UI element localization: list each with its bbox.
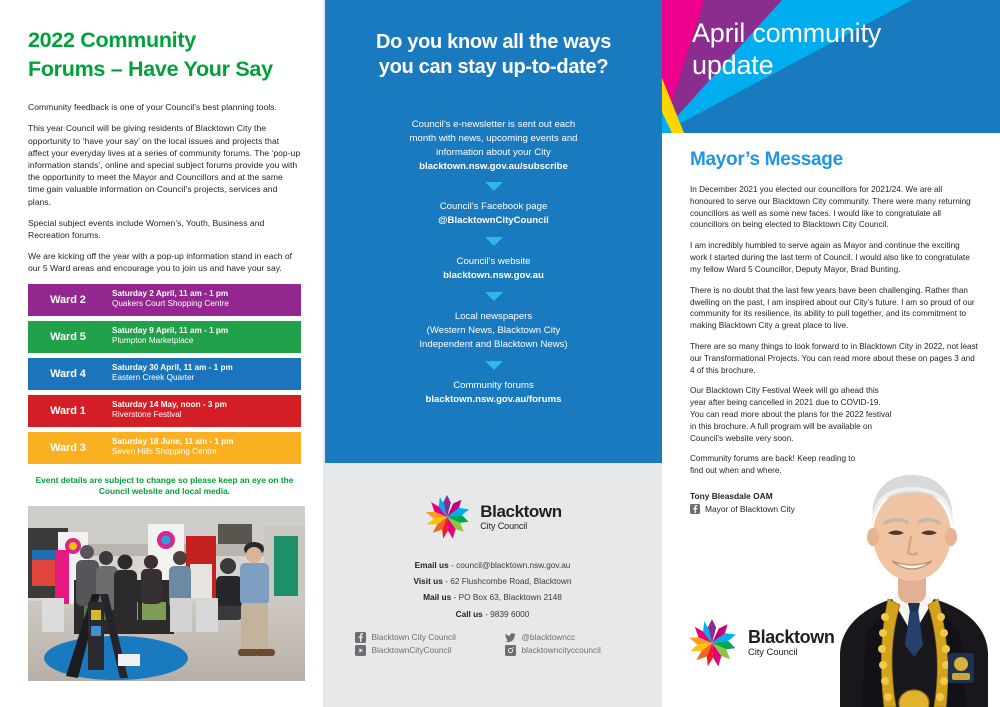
page-title-line-2: Forums – Have Your Say — [28, 56, 273, 81]
contact-address-label: Visit us — [413, 576, 443, 587]
ward-datetime: Saturday 30 April, 11 am - 1 pm — [112, 363, 233, 373]
channel-text: information about your City — [436, 146, 551, 158]
stay-up-to-date-panel — [325, 0, 662, 463]
stay-heading-line-1: Do you know all the ways — [375, 31, 612, 53]
channel-text: Council’s Facebook page — [439, 201, 548, 213]
left-paragraph-3: Special subject events include Women’s, Youth, Business and Recreation forums. — [28, 217, 265, 241]
contact-email-label: Email us — [414, 560, 449, 570]
channel-link[interactable]: blacktown.nsw.gov.au/subscribe — [419, 160, 568, 172]
social-link-twitter[interactable] — [505, 632, 645, 643]
ward-location: Seven Hills Shopping Centre — [112, 447, 217, 457]
ward-datetime: Saturday 14 May, noon - 3 pm — [112, 400, 227, 410]
contact-email-value: - council@blacktown.nsw.gov.au — [448, 560, 571, 570]
ward-location: Eastern Creek Quarter — [112, 373, 195, 383]
mayor-paragraph-6: Community forums are back! Keep reading to find out when and where. — [690, 454, 856, 476]
social-label: @blacktowncc — [521, 632, 576, 643]
ward-datetime: Saturday 9 April, 11 am - 1 pm — [112, 326, 229, 336]
council-logo — [323, 463, 662, 541]
left-column — [0, 0, 323, 707]
logo-subtitle: City Council — [480, 521, 528, 531]
ward-detail — [108, 400, 301, 421]
channel-link[interactable]: @BlacktownCityCouncil — [438, 215, 549, 227]
ward-detail — [108, 363, 301, 384]
ward-name: Ward 3 — [50, 441, 86, 454]
logo-name: Blacktown — [480, 502, 562, 521]
channel-link[interactable]: blacktown.nsw.gov.au/forums — [425, 393, 562, 405]
channel-link[interactable]: blacktown.nsw.gov.au — [443, 270, 544, 282]
social-link-facebook[interactable] — [355, 632, 495, 643]
page-title-line-1: 2022 Community — [28, 28, 196, 52]
chevron-down-icon — [485, 182, 503, 191]
contact-address — [323, 573, 662, 589]
contact-phone-value: - 9839 6000 — [482, 608, 530, 619]
social-link-youtube[interactable] — [355, 645, 495, 656]
facebook-icon — [690, 504, 700, 514]
social-label: blacktowncityccouncil — [521, 645, 601, 656]
table-row — [28, 395, 301, 427]
stay-up-to-date-heading — [351, 30, 636, 81]
social-label: BlacktownCityCouncil — [371, 645, 452, 656]
contact-phone-label: Call us — [455, 608, 483, 619]
instagram-icon — [505, 645, 516, 656]
contact-panel — [323, 463, 662, 707]
right-column — [662, 0, 1000, 707]
channel-enewsletter — [351, 118, 636, 174]
ward-detail — [108, 326, 301, 347]
table-row — [28, 358, 301, 390]
banner-title — [692, 18, 984, 82]
channel-text: Local newspapers — [454, 311, 533, 323]
footer-logo-text — [748, 628, 834, 658]
social-label: Blacktown City Council — [371, 632, 456, 643]
channel-text: month with news, upcoming events and — [409, 132, 578, 144]
left-paragraph-4: We are kicking off the year with a pop-up information stand in each of our 5 Ward areas and encourage you to join us and have your say. — [28, 251, 293, 274]
twitter-icon — [505, 632, 516, 643]
middle-column — [323, 0, 662, 707]
contact-address-value: - 62 Flushcombe Road, Blacktown — [442, 576, 572, 587]
channel-text: Council’s e-newsletter is sent out each — [411, 118, 576, 130]
banner — [662, 0, 1000, 133]
ward-datetime: Saturday 2 April, 11 am - 1 pm — [112, 289, 229, 299]
mayor-paragraph-3: There is no doubt that the last few years have been challenging. Rather than dwelling on the past, I am inspired about our City’s future. I am so proud of our community for its resilience, its ability to pull together, and its commitment to making Blacktown City a great place to live. — [690, 285, 975, 331]
ward-name: Ward 2 — [50, 293, 86, 306]
blacktown-star-logo-icon — [423, 493, 471, 541]
council-logo-text — [480, 503, 561, 531]
table-row — [28, 321, 301, 353]
community-stand-photo — [28, 506, 305, 681]
mayor-paragraph-2: I am incredibly humbled to serve again as Mayor and continue the exciting work I started during the last term of Council. I would also like to congratulate my fellow Ward 5 Councillor, Deputy Mayor, Brad Bunting. — [690, 241, 970, 274]
community-stand-photo-image — [28, 506, 305, 681]
mayor-signature-role — [690, 504, 978, 514]
channel-text: Independent and Blacktown News) — [419, 338, 568, 350]
logo-subtitle: City Council — [748, 647, 798, 659]
logo-name: Blacktown — [748, 627, 835, 648]
chevron-down-icon — [485, 237, 503, 246]
chevron-down-icon — [485, 361, 503, 370]
mayor-signature-name: Tony Bleasdale OAM — [690, 491, 773, 502]
channel-text: Community forums — [453, 379, 534, 391]
contact-phone — [323, 606, 662, 622]
channel-newspapers — [351, 310, 636, 352]
ward-datetime: Saturday 18 June, 11 am - 1 pm — [112, 437, 234, 447]
ward-events-table — [28, 284, 301, 464]
channel-website — [351, 255, 636, 283]
mayor-paragraph-5: Our Blacktown City Festival Week will go ahead this year after being cancelled in 2021 due to COVID-19. You can read more about the plans for the 2022 festival in this brochure. A full program will be available on Council’s website very soon. — [690, 386, 892, 443]
channel-community-forums — [351, 379, 636, 407]
left-paragraph-2: This year Council will be giving residents of Blacktown City the opportunity to ‘have your say’ on the local issues and projects that affect your everyday lives at a series of community forums. The ‘pop-up information stands’, online and special subject forums provide you with the opportunity to meet the Mayor and Councillors and at the same time gain valuable information on Council’s projects, services and plans. — [28, 123, 301, 207]
ward-location: Quakers Court Shopping Centre — [112, 299, 229, 309]
ward-location: Plumpton Marketplace — [112, 336, 194, 346]
banner-title-line-2: update — [692, 49, 774, 80]
mayors-message-heading: Mayor’s Message — [690, 149, 843, 170]
blacktown-star-logo-icon — [686, 617, 738, 669]
contact-mail-value: - PO Box 63, Blacktown 2148 — [451, 592, 562, 603]
mayors-message-body — [662, 184, 1000, 514]
channel-text: Council’s website — [456, 256, 531, 268]
facebook-icon — [355, 632, 366, 643]
contact-details — [323, 557, 662, 622]
stay-heading-line-2: you can stay up-to-date? — [378, 56, 609, 79]
table-row — [28, 284, 301, 316]
banner-title-line-1: April community — [692, 18, 882, 48]
ward-name: Ward 4 — [50, 367, 86, 380]
ward-detail — [108, 289, 301, 310]
mayor-paragraph-4: There are so many things to look forward to in Blacktown City in 2022, not least our Transformational Projects. You can read more about these on pages 3 and 4 of this brochure. — [690, 341, 978, 375]
social-links — [323, 632, 662, 656]
channel-facebook — [351, 200, 636, 228]
ward-name: Ward 1 — [50, 404, 86, 417]
contact-email — [323, 557, 662, 573]
event-disclaimer: Event details are subject to change so please keep an eye on the Council website and local media. — [35, 474, 294, 496]
social-link-instagram[interactable] — [505, 645, 645, 656]
left-paragraph-1: Community feedback is one of your Council’s best planning tools. — [28, 102, 277, 113]
contact-mail-label: Mail us — [423, 592, 452, 603]
mayor-role-label: Mayor of Blacktown City — [705, 504, 795, 515]
channels-flow — [351, 118, 636, 407]
youtube-icon — [355, 645, 366, 656]
page-title — [28, 26, 301, 83]
table-row — [28, 432, 301, 464]
channel-text: (Western News, Blacktown City — [426, 324, 561, 336]
footer-council-logo — [686, 617, 834, 669]
ward-detail — [108, 437, 301, 458]
contact-mail — [323, 589, 662, 605]
chevron-down-icon — [485, 292, 503, 301]
ward-name: Ward 5 — [50, 330, 86, 343]
mayor-paragraph-1: In December 2021 you elected our councillors for 2021/24. We are all honoured to serve our Blacktown City community. There were many returning councillors as well as some new faces. I would like to congratulate all councillors on being elected to Blacktown City Council. — [690, 185, 971, 230]
ward-location: Riverstone Festival — [112, 410, 182, 420]
